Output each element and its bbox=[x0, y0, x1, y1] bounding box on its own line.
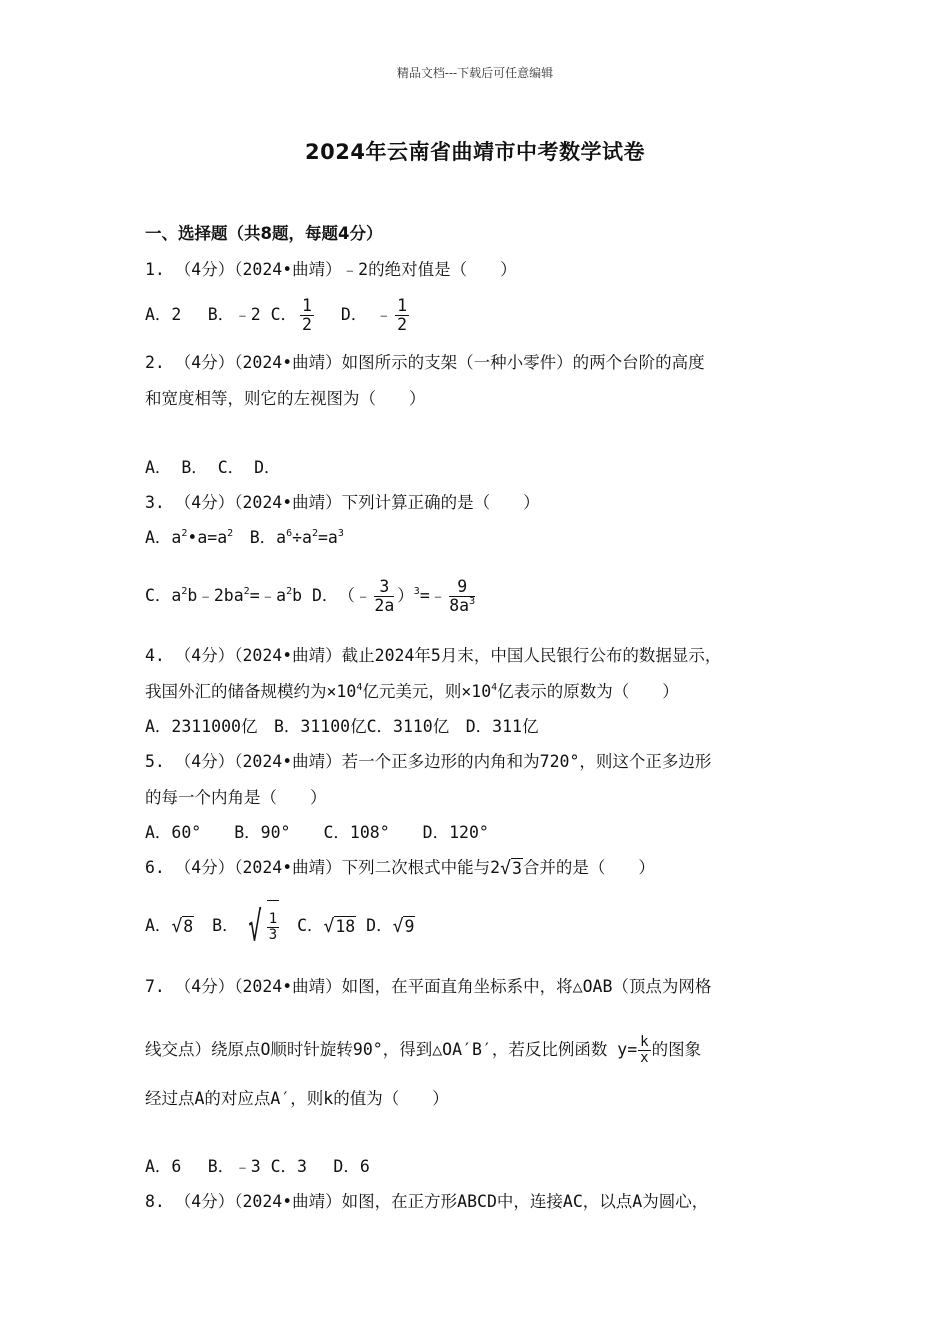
question-7-options: A．6 B．﹣3 C．3 D．6 bbox=[145, 1157, 370, 1176]
question-4-stem-line1: 4. （4分）（2024•曲靖）截止2024年5月末，中国人民银行公布的数据显示， bbox=[145, 646, 722, 665]
sqrt-18: √18 bbox=[323, 915, 356, 937]
question-2-options: A． B． C． D． bbox=[145, 458, 281, 477]
question-3-stem: 3. （4分）（2024•曲靖）下列计算正确的是（ ） bbox=[145, 493, 540, 512]
question-7-stem-line3: 经过点A的对应点A′，则k的值为（ ） bbox=[145, 1089, 449, 1108]
question-7-stem-line1: 7. （4分）（2024•曲靖）如图，在平面直角坐标系中，将△OAB（顶点为网格 bbox=[145, 977, 712, 996]
q3-fraction-d: $\frac{3}{2a}$ bbox=[374, 577, 395, 615]
question-2-stem-line1: 2. （4分）（2024•曲靖）如图所示的支架（一种小零件）的两个台阶的高度 bbox=[145, 353, 705, 372]
question-1-options bbox=[145, 292, 412, 338]
q1-option-ab: A．2 B．﹣2 bbox=[145, 305, 261, 324]
question-5-stem-line1: 5. （4分）（2024•曲靖）若一个正多边形的内角和为720°，则这个正多边形 bbox=[145, 752, 712, 771]
question-2-stem-line2: 和宽度相等，则它的左视图为（ ） bbox=[145, 389, 426, 408]
question-8-stem-line1: 8. （4分）（2024•曲靖）如图，在正方形ABCD中，连接AC，以点A为圆心， bbox=[145, 1192, 709, 1211]
question-1-stem: 1. （4分）（2024•曲靖）﹣2的绝对值是（ ） bbox=[145, 260, 517, 279]
question-6-stem: 6. （4分）（2024•曲靖）下列二次根式中能与2√3合并的是（ ） bbox=[145, 857, 655, 879]
q3-fraction-d2: $\frac{9}{8a^3}$ bbox=[449, 577, 476, 615]
page-title: 2024年云南省曲靖市中考数学试卷 bbox=[305, 140, 645, 164]
question-3-options-ab: A．$a^2•a=a^2$ B．$a^6\div a^2=a^3$ bbox=[145, 528, 344, 547]
question-3-options-cd: C．$a^2b﹣2ba^2=﹣a^2b$ D． （﹣ $\frac{3}{2a}$ ）$^3$=﹣ $\frac{9}{8a^3}$ bbox=[145, 577, 476, 615]
sqrt-9: √9 bbox=[392, 915, 415, 937]
q1-fraction-d: $\frac{1}{2}$ bbox=[397, 296, 408, 334]
sqrt-3: √3 bbox=[500, 857, 522, 879]
question-5-options: A．60° B．90° C．108° D．120° bbox=[145, 823, 489, 842]
q1-option-c-label: C． bbox=[270, 305, 298, 324]
k-over-x-fraction: $\frac{k}{x}$ bbox=[640, 1034, 649, 1066]
page-header: 精品文档---下载后可任意编辑 bbox=[396, 66, 554, 80]
question-5-stem-line2: 的每一个内角是（ ） bbox=[145, 788, 327, 807]
question-6-options: A．√8 B． √ $\frac{1}{3}$ C．√18 D．√9 bbox=[145, 900, 415, 953]
question-7-stem-line2: 线交点）绕原点O顺时针旋转90°，得到△OA′B′，若反比例函数 y= $\frac{k}{x}$ 的图象 bbox=[145, 1034, 702, 1066]
q1-fraction-c: $\frac{1}{2}$ bbox=[302, 296, 312, 334]
section-heading: 一、选择题（共8题，每题4分） bbox=[145, 224, 383, 243]
question-4-options: A．2311000亿 B．31100亿C．3110亿 D．311亿 bbox=[145, 717, 539, 736]
sqrt-one-third: √ $\frac{1}{3}$ bbox=[243, 900, 280, 953]
question-4-stem-line2: 我国外汇的储备规模约为$\times 10^4$亿元美元，则$\times 10^4$亿表示的原数为（ ） bbox=[145, 682, 679, 701]
q1-option-d-label: D． ﹣ bbox=[340, 305, 393, 324]
sqrt-8: √8 bbox=[171, 915, 194, 937]
